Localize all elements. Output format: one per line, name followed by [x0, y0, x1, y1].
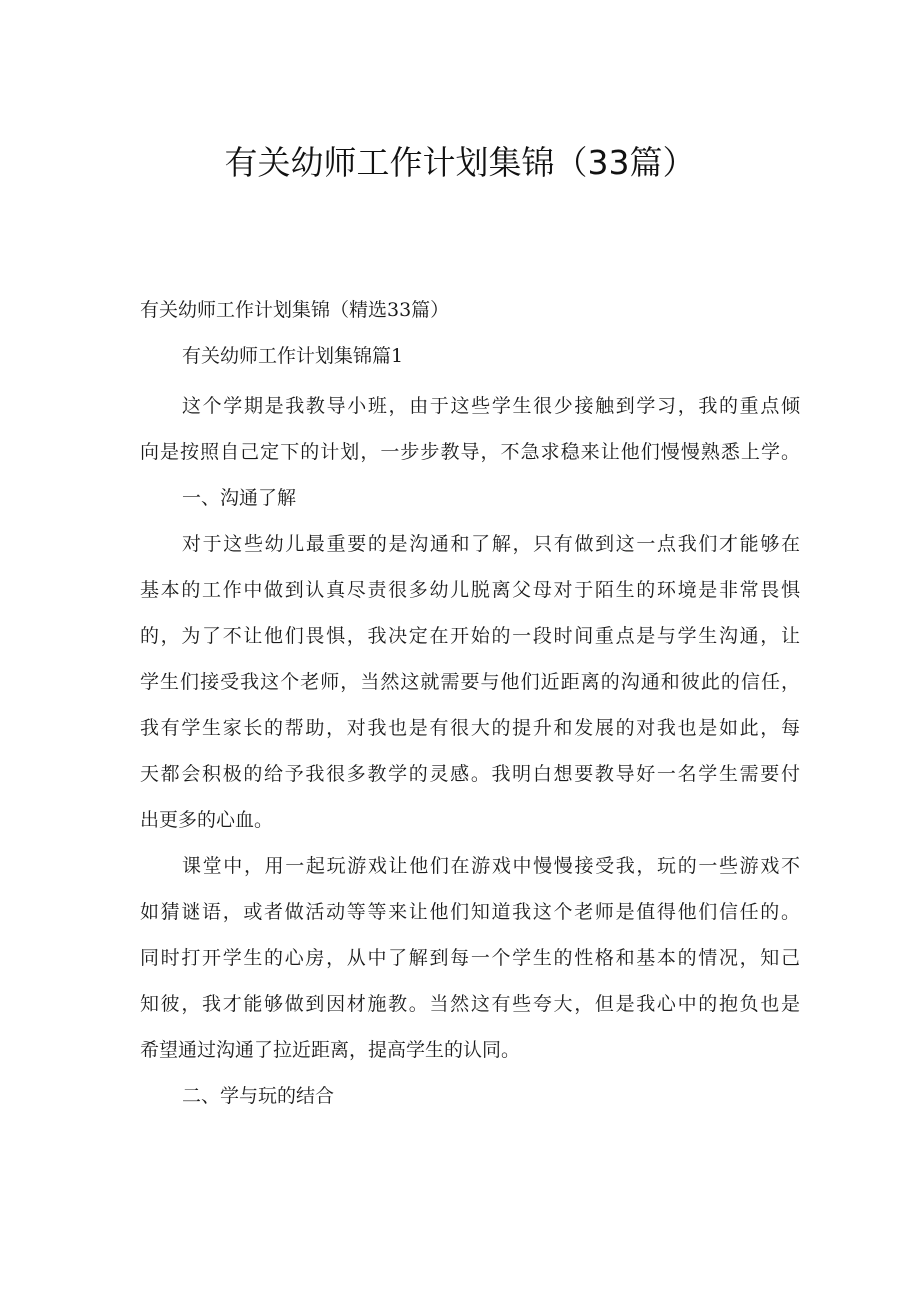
paragraph-2-line-5: 我有学生家长的帮助，对我也是有很大的提升和发展的对我也是如此，每 [140, 717, 800, 739]
paragraph-2-line-6: 天都会积极的给予我很多教学的灵感。我明白想要教导好一名学生需要付 [140, 763, 800, 785]
document-subtitle: 有关幼师工作计划集锦（精选33篇） [140, 299, 450, 321]
heading-2: 二、学与玩的结合 [182, 1085, 335, 1107]
paragraph-3-line-5: 希望通过沟通了拉近距离，提高学生的认同。 [140, 1039, 521, 1061]
paragraph-3-line-3: 同时打开学生的心房，从中了解到每一个学生的性格和基本的情况，知己 [140, 947, 800, 969]
section-title: 有关幼师工作计划集锦篇1 [182, 345, 404, 367]
paragraph-2-line-4: 学生们接受我这个老师，当然这就需要与他们近距离的沟通和彼此的信任， [140, 671, 800, 693]
paragraph-1-line-2: 向是按照自己定下的计划，一步步教导，不急求稳来让他们慢慢熟悉上学。 [140, 441, 800, 463]
document-title: 有关幼师工作计划集锦（33篇） [224, 143, 696, 182]
paragraph-2-line-2: 基本的工作中做到认真尽责很多幼儿脱离父母对于陌生的环境是非常畏惧 [140, 579, 800, 601]
document-body [140, 292, 800, 1114]
paragraph-3-line-2: 如猜谜语，或者做活动等等来让他们知道我这个老师是值得他们信任的。 [140, 901, 800, 923]
paragraph-2-line-3: 的，为了不让他们畏惧，我决定在开始的一段时间重点是与学生沟通，让 [140, 625, 800, 647]
paragraph-2-line-1: 对于这些幼儿最重要的是沟通和了解，只有做到这一点我们才能够在 [182, 533, 800, 555]
paragraph-3-line-4: 知彼，我才能够做到因材施教。当然这有些夸大，但是我心中的抱负也是 [140, 993, 800, 1015]
paragraph-3-line-1: 课堂中，用一起玩游戏让他们在游戏中慢慢接受我，玩的一些游戏不 [182, 855, 800, 877]
heading-1: 一、沟通了解 [182, 487, 297, 509]
paragraph-1-line-1: 这个学期是我教导小班，由于这些学生很少接触到学习，我的重点倾 [182, 395, 800, 417]
paragraph-2-line-7: 出更多的心血。 [140, 809, 274, 831]
